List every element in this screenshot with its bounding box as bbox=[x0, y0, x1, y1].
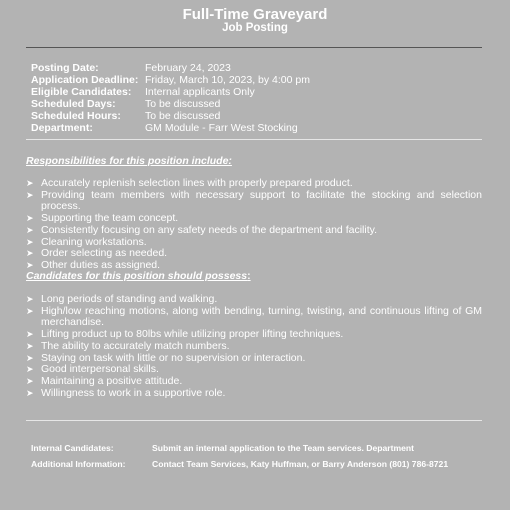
arrowhead-bullet-icon: ➤ bbox=[26, 375, 34, 386]
internal-candidates-row bbox=[31, 442, 414, 454]
arrowhead-bullet-icon: ➤ bbox=[26, 305, 34, 316]
qualifications-heading-colon: : bbox=[247, 270, 251, 282]
arrowhead-bullet-icon: ➤ bbox=[26, 259, 34, 270]
detail-row bbox=[31, 62, 310, 74]
arrowhead-bullet-icon: ➤ bbox=[26, 387, 34, 398]
qualifications-heading-text: Candidates for this position should possess bbox=[26, 270, 248, 282]
detail-label: Scheduled Days: bbox=[31, 98, 116, 111]
list-item: ➤ Good interpersonal skills. bbox=[26, 363, 159, 376]
list-item: ➤ The ability to accurately match numbers. bbox=[26, 339, 230, 352]
qualifications-heading bbox=[26, 270, 251, 282]
section-divider bbox=[26, 139, 482, 140]
arrowhead-bullet-icon: ➤ bbox=[26, 352, 34, 363]
additional-information-row bbox=[31, 458, 448, 470]
detail-value: February 24, 2023 bbox=[145, 62, 231, 74]
list-item: ➤ Cleaning workstations. bbox=[26, 235, 147, 248]
top-divider bbox=[26, 47, 482, 48]
list-item: ➤ Willingness to work in a supportive role. bbox=[26, 386, 226, 399]
detail-label: Eligible Candidates: bbox=[31, 86, 132, 99]
arrowhead-bullet-icon: ➤ bbox=[26, 248, 34, 259]
detail-label: Department: bbox=[31, 122, 93, 135]
detail-value: To be discussed bbox=[145, 98, 221, 111]
detail-value: Friday, March 10, 2023, by 4:00 pm bbox=[145, 74, 310, 87]
list-item: ➤ Other duties as assigned. bbox=[26, 258, 161, 271]
detail-value: Internal applicants Only bbox=[145, 86, 255, 99]
detail-row bbox=[31, 86, 310, 98]
detail-row bbox=[31, 110, 310, 122]
responsibilities-heading: Responsibilities for this position include: bbox=[26, 155, 232, 167]
additional-information-value: Contact Team Services, Katy Huffman, or Barry Anderson (801) 786-8721 bbox=[152, 459, 449, 469]
responsibilities-list bbox=[26, 178, 482, 272]
arrowhead-bullet-icon: ➤ bbox=[26, 294, 34, 304]
list-item: ➤ Maintaining a positive attitude. bbox=[26, 374, 183, 387]
detail-row bbox=[31, 122, 310, 134]
arrowhead-bullet-icon: ➤ bbox=[26, 224, 34, 235]
detail-value: To be discussed bbox=[145, 110, 221, 123]
arrowhead-bullet-icon: ➤ bbox=[26, 178, 34, 188]
detail-row bbox=[31, 98, 310, 110]
list-item: ➤ Long periods of standing and walking. bbox=[26, 293, 218, 305]
list-item: ➤ High/low reaching motions, along with bending, turning, twisting, and continuous lifting of GM merchandise. bbox=[26, 304, 482, 329]
arrowhead-bullet-icon: ➤ bbox=[26, 329, 34, 340]
arrowhead-bullet-icon: ➤ bbox=[26, 189, 34, 200]
detail-label: Application Deadline: bbox=[31, 74, 139, 87]
page-title: Full-Time Graveyard bbox=[182, 6, 328, 23]
list-item: ➤ Supporting the team concept. bbox=[26, 212, 179, 225]
list-item: ➤ Accurately replenish selection lines with properly prepared product. bbox=[26, 177, 353, 189]
detail-label: Posting Date: bbox=[31, 62, 99, 74]
additional-information-label: Additional Information: bbox=[31, 459, 126, 469]
page-subtitle: Job Posting bbox=[222, 22, 288, 34]
internal-candidates-label: Internal Candidates: bbox=[31, 443, 114, 453]
list-item: ➤ Lifting product up to 80lbs while utilizing proper lifting techniques. bbox=[26, 328, 344, 341]
footer-divider bbox=[26, 420, 482, 421]
qualifications-list bbox=[26, 294, 482, 399]
list-item: ➤ Consistently focusing on any safety needs of the department and facility. bbox=[26, 223, 377, 236]
arrowhead-bullet-icon: ➤ bbox=[26, 364, 34, 375]
detail-value: GM Module - Farr West Stocking bbox=[145, 122, 298, 135]
detail-row bbox=[31, 74, 310, 86]
arrowhead-bullet-icon: ➤ bbox=[26, 213, 34, 224]
detail-label: Scheduled Hours: bbox=[31, 110, 121, 123]
arrowhead-bullet-icon: ➤ bbox=[26, 236, 34, 247]
list-item: ➤ Staying on task with little or no supervision or interaction. bbox=[26, 351, 306, 364]
list-item: ➤ Order selecting as needed. bbox=[26, 247, 168, 260]
arrowhead-bullet-icon: ➤ bbox=[26, 340, 34, 351]
internal-candidates-value: Submit an internal application to the Team services. Department bbox=[152, 443, 415, 453]
list-item: ➤ Providing team members with necessary support to facilitate the stocking and selection process. bbox=[26, 188, 482, 213]
posting-details bbox=[31, 62, 310, 135]
